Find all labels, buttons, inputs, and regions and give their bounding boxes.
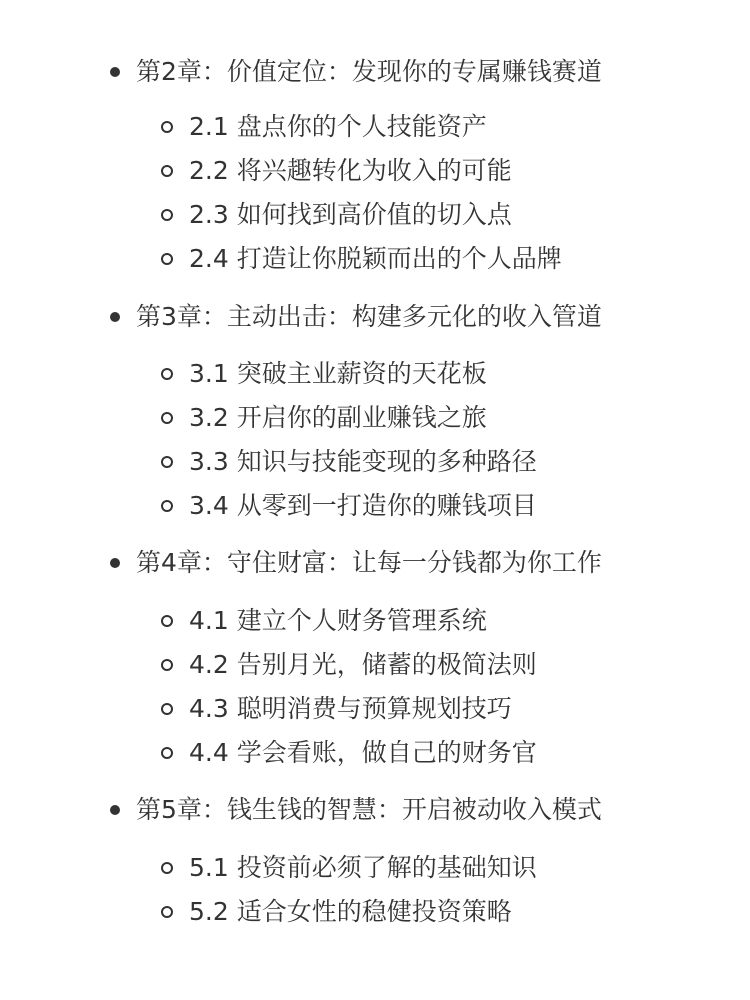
bullet-circle-icon: [161, 747, 173, 759]
section-title: 4.2 告别月光，储蓄的极简法则: [189, 650, 537, 679]
section-4-4-item: [189, 733, 537, 773]
bullet-circle-icon: [161, 412, 173, 424]
bullet-dot-icon: [110, 312, 120, 322]
section-title: 2.2 将兴趣转化为收入的可能: [189, 156, 512, 185]
section-title: 2.4 打造让你脱颖而出的个人品牌: [189, 244, 562, 273]
bullet-circle-icon: [161, 906, 173, 918]
section-2-4-item: [189, 239, 562, 279]
bullet-circle-icon: [161, 165, 173, 177]
bullet-dot-icon: [110, 805, 120, 815]
chapter-title: 第5章：钱生钱的智慧：开启被动收入模式: [136, 795, 602, 824]
bullet-circle-icon: [161, 456, 173, 468]
section-2-3-item: [189, 195, 512, 235]
section-4-1-item: [189, 601, 487, 641]
bullet-dot-icon: [110, 67, 120, 77]
section-title: 4.3 聪明消费与预算规划技巧: [189, 694, 512, 723]
section-3-2-item: [189, 398, 487, 438]
section-title: 4.1 建立个人财务管理系统: [189, 606, 487, 635]
section-3-4-item: [189, 486, 537, 526]
section-title: 3.1 突破主业薪资的天花板: [189, 359, 487, 388]
chapter-2-item: [136, 52, 602, 92]
bullet-circle-icon: [161, 209, 173, 221]
section-title: 2.1 盘点你的个人技能资产: [189, 112, 487, 141]
section-3-1-item: [189, 354, 487, 394]
section-title: 4.4 学会看账，做自己的财务官: [189, 738, 537, 767]
chapter-4-item: [136, 543, 602, 583]
chapter-3-item: [136, 297, 602, 337]
section-title: 2.3 如何找到高价值的切入点: [189, 200, 512, 229]
chapter-title: 第2章：价值定位：发现你的专属赚钱赛道: [136, 57, 602, 86]
section-3-3-item: [189, 442, 537, 482]
section-5-1-item: [189, 848, 537, 888]
section-5-2-item: [189, 892, 512, 932]
section-title: 3.2 开启你的副业赚钱之旅: [189, 403, 487, 432]
bullet-circle-icon: [161, 253, 173, 265]
chapter-title: 第3章：主动出击：构建多元化的收入管道: [136, 302, 602, 331]
section-title: 3.3 知识与技能变现的多种路径: [189, 447, 537, 476]
bullet-dot-icon: [110, 558, 120, 568]
section-title: 5.1 投资前必须了解的基础知识: [189, 853, 537, 882]
bullet-circle-icon: [161, 615, 173, 627]
section-2-2-item: [189, 151, 512, 191]
bullet-circle-icon: [161, 500, 173, 512]
bullet-circle-icon: [161, 659, 173, 671]
chapter-title: 第4章：守住财富：让每一分钱都为你工作: [136, 548, 602, 577]
section-2-1-item: [189, 107, 487, 147]
section-title: 3.4 从零到一打造你的赚钱项目: [189, 491, 537, 520]
section-4-3-item: [189, 689, 512, 729]
bullet-circle-icon: [161, 121, 173, 133]
section-title: 5.2 适合女性的稳健投资策略: [189, 897, 512, 926]
bullet-circle-icon: [161, 703, 173, 715]
bullet-circle-icon: [161, 862, 173, 874]
section-4-2-item: [189, 645, 537, 685]
bullet-circle-icon: [161, 368, 173, 380]
chapter-5-item: [136, 790, 602, 830]
